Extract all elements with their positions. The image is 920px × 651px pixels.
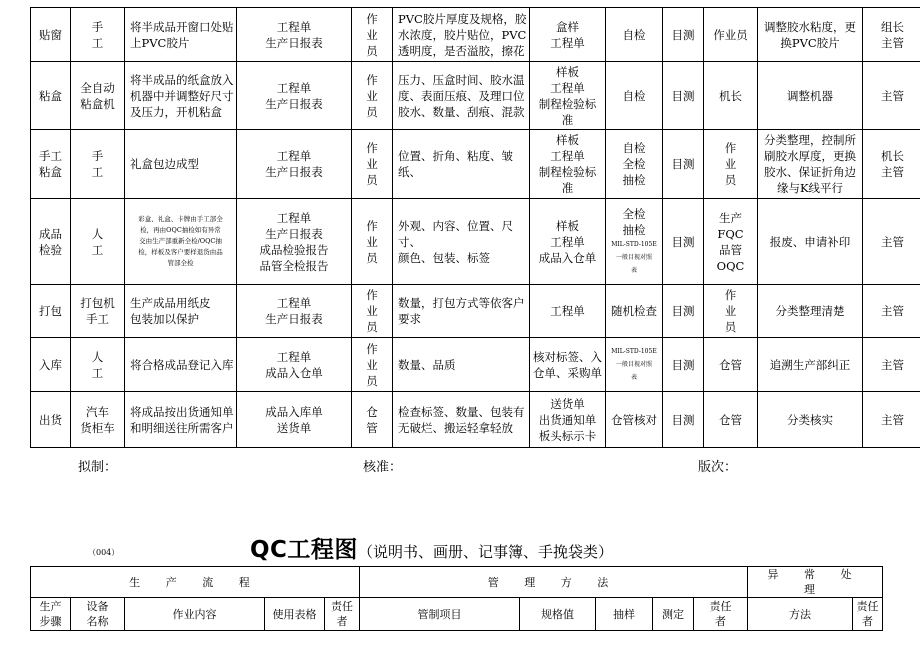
- approved-by-label: 核准：: [363, 460, 403, 475]
- work-content-cell: [125, 130, 237, 199]
- handling-method-cell: [758, 199, 863, 285]
- responsible-cell: [352, 392, 393, 448]
- responsible-3-text: 主管: [881, 304, 904, 318]
- work-content-text: 彩盒、礼盒、卡牌由手工部全 检，再由OQC抽检如有异常 交由生产部重新全检/OQC抽 检，样板及客户要样退货由品 管部全检: [138, 215, 223, 267]
- table-row: [31, 392, 920, 448]
- process-step-text: 手工 粘盒: [39, 149, 62, 179]
- responsible-2-text: 作 业 员: [724, 288, 737, 334]
- measurement-cell: [663, 62, 704, 130]
- work-content-cell: [125, 392, 237, 448]
- column-header-label: 规格值: [541, 607, 575, 621]
- equipment-cell: [71, 130, 125, 199]
- spec-value-cell: [530, 285, 606, 338]
- forms-used-text: 工程单 生产日报表: [265, 149, 323, 179]
- table-row: [31, 62, 920, 130]
- responsible-3-text: 主管: [881, 234, 904, 249]
- column-header-method: [748, 598, 853, 631]
- spec-value-text: 样板 工程单 制程检验标 准: [538, 64, 597, 127]
- control-items-cell: [393, 338, 530, 392]
- equipment-cell: [71, 338, 125, 392]
- process-step-cell: [31, 392, 71, 448]
- handling-method-text: 分类核实: [787, 412, 833, 427]
- responsible-3-cell: [863, 62, 920, 130]
- forms-used-cell: [237, 338, 352, 392]
- column-header-label: 测定: [662, 607, 685, 621]
- equipment-cell: [71, 8, 125, 62]
- sampling-standard-text: MIL-STD-105E 一般目视对照 表: [611, 348, 657, 381]
- work-content-text: 将半成品开窗口处贴 上PVC胶片: [130, 19, 234, 50]
- responsible-cell: [352, 285, 393, 338]
- measurement-text: 目测: [671, 412, 695, 427]
- sampling-cell: [606, 62, 663, 130]
- responsible-text: 作 业 员: [366, 141, 378, 187]
- process-step-text: 出货: [39, 412, 62, 427]
- responsible-cell: [352, 62, 393, 130]
- document-number: （004）: [88, 548, 120, 557]
- forms-used-cell: [237, 285, 352, 338]
- spec-value-text: 工程单: [550, 304, 585, 318]
- responsible-2-text: 作 业 员: [724, 141, 737, 187]
- control-items-text: PVC胶片厚度及规格，胶 水浓度，胶片贴位，PVC 透明度，是否溢胶，擦花: [398, 11, 527, 58]
- column-header-measurement: [653, 598, 694, 631]
- control-items-cell: [393, 285, 530, 338]
- responsible-cell: [352, 8, 393, 62]
- spec-value-text: 盒样 工程单: [550, 19, 585, 50]
- sampling-text: 自检: [622, 88, 646, 103]
- responsible-3-cell: [863, 8, 920, 62]
- handling-method-cell: [758, 130, 863, 199]
- group-management-method: 管 理 方 法: [360, 567, 748, 598]
- handling-method-cell: [758, 285, 863, 338]
- work-content-text: 将成品按出货通知单 和明细送往所需客户: [130, 404, 234, 435]
- handling-method-text: 报废、申请补印: [769, 234, 851, 249]
- control-items-text: 压力、压盒时间、胶水温 度、表面压痕、及理口位 胶水、数量、刮痕、混款: [398, 72, 525, 119]
- responsible-3-cell: [863, 285, 920, 338]
- column-header-label: 生产 步骤: [39, 600, 62, 628]
- column-header-label: 抽样: [613, 607, 636, 621]
- column-header-control-items: [360, 598, 520, 631]
- control-items-cell: [393, 8, 530, 62]
- responsible-text: 作 业 员: [366, 288, 378, 334]
- column-header-work-content: [125, 598, 265, 631]
- work-content-text: 生产成品用纸皮 包装加以保护: [130, 296, 211, 326]
- forms-used-text: 工程单 生产日报表: [265, 80, 323, 111]
- responsible-2-cell: [704, 62, 758, 130]
- equipment-cell: [71, 199, 125, 285]
- spec-value-cell: [530, 62, 606, 130]
- control-items-cell: [393, 392, 530, 448]
- spec-value-cell: [530, 8, 606, 62]
- equipment-text: 打包机 手工: [80, 296, 115, 326]
- spec-value-cell: [530, 130, 606, 199]
- responsible-2-cell: [704, 392, 758, 448]
- process-table: [30, 7, 920, 448]
- qc-header-table: [30, 566, 883, 631]
- version-label: 版次：: [698, 460, 738, 475]
- equipment-text: 人 工: [91, 349, 104, 380]
- responsible-2-text: 仓管: [719, 412, 742, 427]
- responsible-text: 作 业 员: [366, 218, 378, 265]
- column-header-label: 责任 者: [856, 600, 879, 628]
- responsible-text: 作 业 员: [366, 72, 378, 119]
- title-subtitle: （说明书、画册、记事簿、手挽袋类）: [357, 543, 613, 561]
- forms-used-text: 工程单 成品入仓单: [265, 349, 323, 380]
- column-header-step: [31, 598, 71, 631]
- process-step-cell: [31, 199, 71, 285]
- handling-method-cell: [758, 62, 863, 130]
- spec-value-cell: [530, 199, 606, 285]
- control-items-text: 位置、折角、粘度、皱纸、: [398, 149, 513, 179]
- responsible-3-cell: [863, 338, 920, 392]
- responsible-cell: [352, 199, 393, 285]
- measurement-text: 目测: [671, 234, 695, 249]
- sampling-text: 自检: [622, 27, 646, 42]
- process-step-cell: [31, 8, 71, 62]
- handling-method-text: 调整机器: [787, 88, 833, 103]
- column-header-label: 作业内容: [172, 607, 217, 621]
- sampling-cell: [606, 199, 663, 285]
- control-items-text: 外观、内容、位置、尺寸、 颜色、包装、标签: [398, 218, 513, 265]
- column-header-spec-value: [520, 598, 596, 631]
- control-items-text: 检查标签、数量、包装有 无破烂、搬运轻拿轻放: [398, 404, 525, 435]
- measurement-text: 目测: [671, 304, 695, 318]
- process-step-text: 成品 检验: [39, 226, 62, 257]
- control-items-cell: [393, 199, 530, 285]
- work-content-text: 将半成品的纸盒放入 机器中并调整好尺寸 及压力，开机粘盒: [130, 72, 234, 119]
- column-header-label: 责任 者: [331, 600, 353, 628]
- responsible-3-text: 机长 主管: [881, 149, 904, 179]
- work-content-cell: [125, 199, 237, 285]
- responsible-text: 作 业 员: [366, 11, 378, 58]
- work-content-cell: [125, 338, 237, 392]
- process-step-text: 贴窗: [39, 27, 62, 42]
- forms-used-text: 工程单 生产日报表: [265, 19, 323, 50]
- responsible-2-text: 作业员: [713, 27, 748, 42]
- forms-used-cell: [237, 130, 352, 199]
- forms-used-cell: [237, 392, 352, 448]
- process-step-cell: [31, 130, 71, 199]
- process-step-text: 粘盒: [39, 88, 62, 103]
- equipment-text: 手 工: [91, 19, 104, 50]
- forms-used-text: 工程单 生产日报表: [265, 296, 323, 326]
- forms-used-cell: [237, 62, 352, 130]
- equipment-text: 汽车 货柜车: [80, 404, 115, 435]
- responsible-2-text: 仓管: [719, 357, 742, 372]
- process-step-cell: [31, 62, 71, 130]
- control-items-cell: [393, 62, 530, 130]
- column-header-label: 责任 者: [709, 600, 732, 628]
- responsible-text: 仓 管: [366, 404, 378, 435]
- work-content-cell: [125, 62, 237, 130]
- sampling-cell: [606, 8, 663, 62]
- sampling-cell: [606, 392, 663, 448]
- sampling-cell: [606, 338, 663, 392]
- equipment-text: 全自动 粘盒机: [80, 80, 115, 111]
- responsible-cell: [352, 130, 393, 199]
- forms-used-cell: [237, 199, 352, 285]
- process-step-text: 入库: [39, 357, 62, 372]
- measurement-text: 目测: [671, 88, 695, 103]
- responsible-2-cell: [704, 285, 758, 338]
- handling-method-text: 分类整理清楚: [775, 304, 845, 318]
- measurement-text: 目测: [671, 357, 695, 372]
- handling-method-text: 调整胶水粘度，更 换PVC胶片: [764, 19, 856, 50]
- forms-used-text: 成品入库单 送货单: [265, 404, 323, 435]
- control-items-cell: [393, 130, 530, 199]
- group-production-flow: 生 产 流 程: [31, 567, 360, 598]
- title-main: QC工程图: [250, 537, 358, 563]
- handling-method-text: 追溯生产部纠正: [769, 357, 851, 372]
- responsible-2-cell: [704, 338, 758, 392]
- responsible-3-text: 主管: [881, 88, 904, 103]
- column-header-label: 方法: [789, 607, 812, 621]
- sampling-cell: [606, 130, 663, 199]
- sampling-text: 随机检查: [611, 304, 657, 318]
- responsible-3-cell: [863, 130, 920, 199]
- column-header-responsible-3: [853, 598, 883, 631]
- work-content-cell: [125, 285, 237, 338]
- measurement-cell: [663, 199, 704, 285]
- process-step-cell: [31, 338, 71, 392]
- responsible-3-cell: [863, 392, 920, 448]
- column-header-forms-used: [265, 598, 325, 631]
- control-items-text: 数量，打包方式等依客户 要求: [398, 296, 525, 326]
- process-step-text: 打包: [39, 304, 62, 318]
- column-header-label: 管制项目: [417, 607, 462, 621]
- spec-value-text: 样板 工程单 成品入仓单: [538, 218, 597, 265]
- measurement-cell: [663, 392, 704, 448]
- work-content-text: 礼盒包边成型: [130, 157, 199, 171]
- group-exception-handling: 异 常 处 理: [748, 567, 883, 598]
- responsible-2-text: 机长: [719, 88, 742, 103]
- responsible-3-text: 主管: [881, 357, 904, 372]
- handling-method-cell: [758, 8, 863, 62]
- table-row: [31, 199, 920, 285]
- responsible-text: 作 业 员: [366, 341, 378, 388]
- table-row: [31, 285, 920, 338]
- handling-method-cell: [758, 392, 863, 448]
- table-row: [31, 338, 920, 392]
- work-content-text: 将合格成品登记入库: [130, 357, 234, 372]
- forms-used-text: 工程单 生产日报表 成品检验报告 品管全检报告: [259, 210, 329, 273]
- measurement-cell: [663, 285, 704, 338]
- spec-value-text: 样板 工程单 制程检验标 准: [538, 133, 597, 195]
- measurement-cell: [663, 130, 704, 199]
- sampling-text: 自检 全检 抽检: [622, 141, 646, 187]
- document-title: [250, 531, 613, 564]
- spec-value-text: 核对标签、入 仓单、采购单: [533, 349, 602, 380]
- handling-method-text: 分类整理，控制所 刷胶水厚度，更换 胶水、保证折角边 缘与K线平行: [764, 133, 856, 195]
- forms-used-cell: [237, 8, 352, 62]
- sampling-cell: [606, 285, 663, 338]
- spec-value-text: 送货单 出货通知单 板头标示卡: [538, 396, 597, 443]
- handling-method-cell: [758, 338, 863, 392]
- column-header-sampling: [596, 598, 653, 631]
- equipment-cell: [71, 62, 125, 130]
- sampling-standard-text: MIL-STD-105E 一般目视对照 表: [611, 241, 657, 274]
- responsible-3-text: 组长 主管: [881, 19, 904, 50]
- measurement-cell: [663, 8, 704, 62]
- column-header-label: 使用表格: [272, 607, 317, 621]
- measurement-text: 目测: [671, 157, 695, 171]
- responsible-cell: [352, 338, 393, 392]
- spec-value-cell: [530, 338, 606, 392]
- column-header-responsible-2: [694, 598, 748, 631]
- responsible-2-cell: [704, 199, 758, 285]
- equipment-cell: [71, 392, 125, 448]
- equipment-text: 手 工: [91, 149, 104, 179]
- work-content-cell: [125, 8, 237, 62]
- responsible-3-text: 主管: [881, 412, 904, 427]
- responsible-2-cell: [704, 130, 758, 199]
- table-row: [31, 130, 920, 199]
- column-header-equipment: [71, 598, 125, 631]
- drafted-by-label: 拟制：: [78, 460, 118, 475]
- process-step-cell: [31, 285, 71, 338]
- equipment-cell: [71, 285, 125, 338]
- table-row: [31, 8, 920, 62]
- column-header-responsible: [325, 598, 360, 631]
- equipment-text: 人 工: [91, 226, 104, 257]
- control-items-text: 数量、品质: [398, 357, 456, 372]
- responsible-3-cell: [863, 199, 920, 285]
- responsible-2-text: 生产 FQC 品管 OQC: [716, 210, 745, 273]
- column-header-label: 设备 名称: [86, 600, 109, 628]
- responsible-2-cell: [704, 8, 758, 62]
- sampling-text: 全检 抽检: [622, 207, 646, 237]
- measurement-text: 目测: [671, 27, 695, 42]
- measurement-cell: [663, 338, 704, 392]
- sampling-text: 仓管核对: [611, 412, 657, 427]
- spec-value-cell: [530, 392, 606, 448]
